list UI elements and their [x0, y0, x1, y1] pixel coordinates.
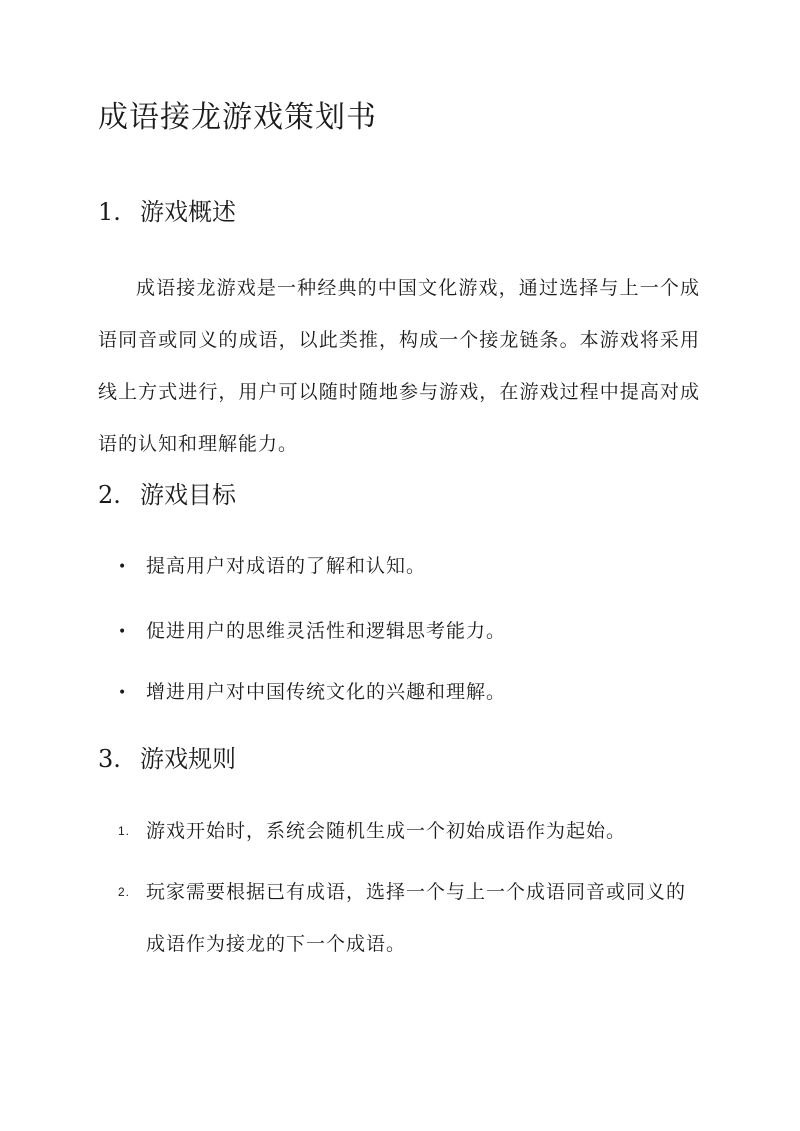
section-number: 3. — [98, 745, 121, 773]
numbered-list-item — [118, 866, 691, 970]
list-item-text: 增进用户对中国传统文化的兴趣和理解。 — [146, 681, 507, 703]
section-title: 游戏目标 — [140, 481, 236, 509]
list-item — [118, 616, 506, 647]
list-number: 1. — [118, 824, 131, 838]
section-number: 2. — [98, 481, 121, 509]
numbered-list-item — [118, 805, 706, 857]
list-number: 2. — [118, 885, 131, 899]
list-item-text: 提高用户对成语的了解和认知。 — [146, 555, 427, 577]
list-item-text: 游戏开始时，系统会随机生成一个初始成语作为起始。 — [146, 820, 627, 842]
bullet-icon: • — [118, 559, 128, 575]
list-item-text: 玩家需要根据已有成语，选择一个与上一个成语同音或同义的成语作为接龙的下一个成语。 — [146, 881, 687, 955]
overview-paragraph: 成语接龙游戏是一种经典的中国文化游戏，通过选择与上一个成语同音或同义的成语，以此类推，构成一个接龙链条。本游戏将采用线上方式进行，用户可以随时随地参与游戏，在游戏过程中提高对成语的认知和理解能力。 — [98, 277, 700, 455]
bullet-icon: • — [118, 624, 128, 640]
section-title: 游戏规则 — [140, 745, 236, 773]
document-title: 成语接龙游戏策划书 — [98, 100, 377, 135]
section-title: 游戏概述 — [140, 198, 236, 226]
section-number: 1. — [98, 198, 121, 226]
section-heading-overview — [98, 194, 236, 230]
section-heading-goals — [98, 477, 236, 513]
list-item-text: 促进用户的思维灵活性和逻辑思考能力。 — [146, 620, 507, 642]
bullet-icon: • — [118, 685, 128, 701]
section-heading-rules — [98, 741, 236, 777]
list-item — [118, 551, 426, 582]
list-item — [118, 677, 506, 708]
